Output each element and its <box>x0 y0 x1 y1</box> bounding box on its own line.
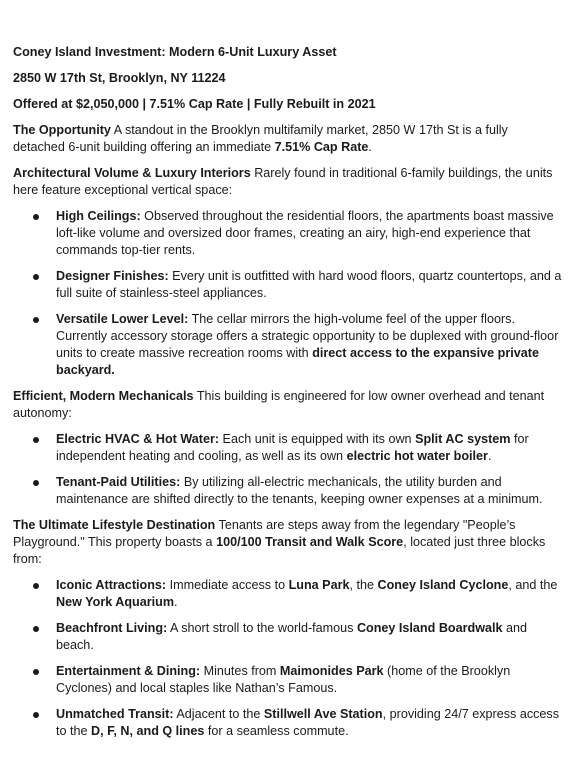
bullet-icon <box>33 274 39 280</box>
list-item-text: for independent heating and cooling, as well as its own <box>56 432 529 463</box>
list-item-bold: Coney Island Cyclone <box>377 578 509 592</box>
lifestyle-heading: The Ultimate Lifestyle Destination <box>13 518 216 532</box>
list-item-text: Every unit is outfitted with hard wood floors, quartz countertops, and a full suite of stainless-steel appliances. <box>56 269 562 300</box>
list-item-label: Iconic Attractions: <box>56 578 167 592</box>
architecture-heading: Architectural Volume & Luxury Interiors <box>13 166 251 180</box>
bullet-icon <box>33 437 39 443</box>
list-item <box>13 663 563 697</box>
list-item-text: , the <box>349 578 378 592</box>
listing-offer: Offered at $2,050,000 | 7.51% Cap Rate | Fully Rebuilt in 2021 <box>13 97 376 111</box>
list-item <box>13 311 563 379</box>
list-item-text: Each unit is equipped with its own <box>219 432 416 446</box>
list-item-label: Entertainment & Dining: <box>56 664 201 678</box>
bullet-icon <box>33 583 39 589</box>
list-item-text: Observed throughout the residential floors, the apartments boast massive loft-like volume and oversized door frames, creating an airy, high-end experience that commands top-tier rents. <box>56 209 554 257</box>
bullet-icon <box>33 712 39 718</box>
list-item-text: for a seamless commute. <box>204 724 349 738</box>
opportunity-end: . <box>368 140 372 154</box>
mechanicals-text: This building is engineered for low owner overhead and tenant autonomy: <box>13 389 545 420</box>
opportunity-cap-rate: 7.51% Cap Rate <box>274 140 369 154</box>
list-item-bold: D, F, N, and Q lines <box>91 724 205 738</box>
opportunity-text: A standout in the Brooklyn multifamily market, 2850 W 17th St is a fully detached 6-unit building offering an immediate <box>13 123 508 154</box>
bullet-icon <box>33 480 39 486</box>
lifestyle-score: 100/100 Transit and Walk Score <box>216 535 404 549</box>
list-item-text: . <box>487 449 492 463</box>
architecture-text: Rarely found in traditional 6-family buildings, the units here feature exceptional vertical space: <box>13 166 553 197</box>
list-item-bold: Stillwell Ave Station <box>263 707 383 721</box>
list-item-text: Adjacent to the <box>173 707 264 721</box>
list-item-bold: New York Aquarium <box>56 595 175 609</box>
mechanicals-paragraph <box>13 388 563 422</box>
list-item-bold: direct access to the expansive private backyard. <box>56 346 539 377</box>
list-item-text: The cellar mirrors the high-volume feel of the upper floors. Currently accessory storage offers a strategic opportunity to be duplexed with ground-floor units to create massive recreation rooms with <box>56 312 559 360</box>
list-item-text: , and the <box>508 578 558 592</box>
lifestyle-paragraph <box>13 517 563 568</box>
list-item <box>13 431 563 465</box>
list-item-bold: Maimonides Park <box>279 664 384 678</box>
list-item <box>13 620 563 654</box>
list-item-text: (home of the Brooklyn Cyclones) and local staples like Nathan’s Famous. <box>56 664 511 695</box>
bullet-icon <box>33 669 39 675</box>
architecture-list <box>13 208 563 379</box>
list-item-label: High Ceilings: <box>56 209 141 223</box>
lifestyle-text: Tenants are steps away from the legendary "People’s Playground." This property boasts a <box>13 518 516 549</box>
list-item-text: . <box>174 595 178 609</box>
listing-title: Coney Island Investment: Modern 6-Unit Luxury Asset <box>13 45 337 59</box>
bullet-icon <box>33 626 39 632</box>
list-item <box>13 474 563 508</box>
listing-address: 2850 W 17th St, Brooklyn, NY 11224 <box>13 71 226 85</box>
list-item-label: Tenant-Paid Utilities: <box>56 475 181 489</box>
list-item-bold: Split AC system <box>415 432 511 446</box>
list-item-text: Immediate access to <box>166 578 289 592</box>
bullet-icon <box>33 214 39 220</box>
list-item-label: Designer Finishes: <box>56 269 169 283</box>
architecture-paragraph <box>13 165 563 199</box>
lifestyle-list <box>13 577 563 740</box>
opportunity-paragraph <box>13 122 563 156</box>
list-item-label: Electric HVAC & Hot Water: <box>56 432 220 446</box>
list-item <box>13 577 563 611</box>
list-item <box>13 268 563 302</box>
opportunity-heading: The Opportunity <box>13 123 111 137</box>
document-body <box>13 44 563 749</box>
mechanicals-list <box>13 431 563 508</box>
list-item-label: Unmatched Transit: <box>56 707 174 721</box>
list-item-label: Versatile Lower Level: <box>56 312 189 326</box>
list-item-text: A short stroll to the world-famous <box>167 621 357 635</box>
list-item-text: By utilizing all-electric mechanicals, the utility burden and maintenance are shifted directly to the tenants, keeping owner expenses at a minimum. <box>56 475 543 506</box>
list-item-text: , providing 24/7 express access to the <box>56 707 560 738</box>
list-item-label: Beachfront Living: <box>56 621 168 635</box>
mechanicals-heading: Efficient, Modern Mechanicals <box>13 389 194 403</box>
bullet-icon <box>33 317 39 323</box>
list-item-bold: Luna Park <box>288 578 350 592</box>
list-item-text: Minutes from <box>200 664 280 678</box>
list-item-bold: electric hot water boiler <box>346 449 488 463</box>
list-item-text: and beach. <box>56 621 528 652</box>
list-item <box>13 208 563 259</box>
list-item-bold: Coney Island Boardwalk <box>356 621 503 635</box>
list-item <box>13 706 563 740</box>
lifestyle-text: , located just three blocks from: <box>13 535 546 566</box>
